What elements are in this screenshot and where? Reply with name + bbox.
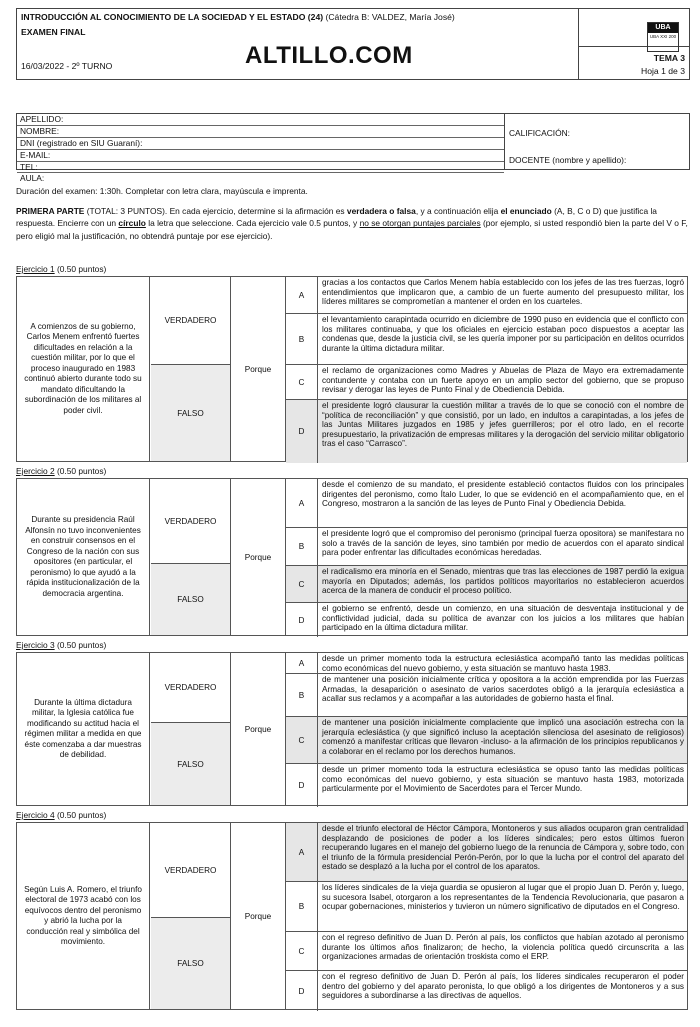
instr-text: la letra que seleccione. Cada ejercicio vale 0.5 puntos, y [145, 218, 360, 229]
option-text: el gobierno se enfrentó, desde un comienzo, en una situación de desventaja institucional y de conflictividad judicial, dada su política de avanzar con los juicios a los militares que habían participado en la última dictadura militar. [322, 604, 684, 633]
option-letter[interactable]: B [286, 528, 318, 565]
instr-text: (TOTAL: 3 PUNTOS). En cada ejercicio, determine si la afirmación es [84, 206, 347, 216]
logo-top: UBA [648, 23, 678, 33]
answer-option[interactable] [286, 566, 687, 603]
header-divider [578, 9, 579, 79]
exam-date: 16/03/2022 - 2º TURNO [21, 61, 113, 71]
answer-option[interactable] [286, 479, 687, 528]
option-text: el presidente logró que el compromiso del peronismo (principal fuerza opositora) se manifestara no solo a través de la sanción de leyes, sino también por medio de acuerdos con el aparato sindical para poder enfrentar las dificultades económicas heredadas. [322, 529, 684, 558]
option-letter[interactable]: A [286, 277, 318, 313]
exercise-name: Ejercicio 4 [16, 810, 55, 820]
option-verdadero[interactable]: VERDADERO [151, 653, 231, 723]
part-title: PRIMERA PARTE [16, 206, 85, 216]
instr-text: , y a continuación elija [415, 206, 501, 216]
instr-underline: no se otorgan puntajes parciales [359, 218, 481, 229]
answer-option[interactable] [286, 932, 687, 971]
answer-option[interactable] [286, 603, 687, 637]
exercise-title [16, 466, 106, 476]
option-text: de mantener una posición inicialmente crítica y opositora a la acción emprendida por las Fuerzas Armadas, la desaparición o asesinato de varios sacerdotes obligó a la jerarquía eclesiástica a acallar sus reclamos y a acompañar a las autoridades de gobierno hasta el final. [322, 675, 684, 704]
option-verdadero[interactable]: VERDADERO [151, 823, 231, 918]
option-text: el levantamiento carapintada ocurrido en diciembre de 1990 puso en evidencia que el conflicto con los militares continuaba, y que los oficiales en ejercicio estaban poco dispuestos a aceptar las condenas que, desde la justicia civil, se les quería imponer por su participación en delitos ocurridos durante la última dictadura militar. [322, 315, 684, 353]
porque-label: Porque [231, 823, 286, 1009]
instructions [16, 205, 688, 242]
duration-note: Duración del examen: 1:30h. Completar con letra clara, mayúscula e imprenta. [16, 186, 308, 196]
option-letter[interactable]: A [286, 653, 318, 673]
student-info-box [16, 113, 690, 184]
instr-bold: verdadera o falsa [346, 206, 416, 216]
option-text: con el regreso definitivo de Juan D. Perón al país, los líderes sindicales recuperaron el poder dentro del gobierno y del aparato peronista, lo que obligó a los dirigentes de Montoneros y a sus seguidores a subordinarse a las directivas de aquellos. [322, 972, 684, 1001]
answer-option[interactable] [286, 277, 687, 314]
porque-label: Porque [231, 277, 286, 461]
option-letter[interactable]: C [286, 932, 318, 970]
exercise-points: (0.50 puntos) [56, 810, 107, 820]
student-fields [17, 114, 504, 185]
exercise-name: Ejercicio 1 [16, 264, 55, 274]
docente-label: DOCENTE (nombre y apellido): [509, 155, 627, 165]
option-verdadero[interactable]: VERDADERO [151, 277, 231, 365]
answer-option[interactable] [286, 971, 687, 1011]
tema-label: TEMA 3 [653, 53, 685, 63]
field-apellido[interactable]: APELLIDO: [17, 114, 504, 126]
option-text: gracias a los contactos que Carlos Menem había establecido con los jefes de las tres fuerzas, logró entendimientos que implicaron que, a cambio de un fuerte aumento del presupuesto militar, los líderes militares se comprometían a mantener el orden en los cuarteles. [322, 278, 684, 307]
answer-option[interactable] [286, 365, 687, 400]
option-text: desde un primer momento toda la estructura eclesiástica acompañó tanto las medidas políticas como económicas del nuevo gobierno, y esta situación se mantuvo hasta 1983. [322, 654, 684, 673]
answer-option[interactable] [286, 882, 687, 932]
option-text: los líderes sindicales de la vieja guardia se opusieron al lugar que el propio Juan D. Perón y, luego, su sucesora Isabel, otorgaron a los representantes de la Tendencia Revolucionaria, que pasaron a ocupar gobernaciones, ministerios y tuvieron un número significativo de diputados en el Congreso. [322, 883, 684, 912]
instr-bold: el enunciado [500, 206, 552, 216]
instr-text: (A, B, C o D) que justifica la respuesta. Encierre con un [16, 206, 657, 229]
catedra: (Cátedra B: VALDEZ, María José) [325, 12, 455, 22]
option-letter[interactable]: C [286, 717, 318, 763]
option-text: desde un primer momento toda la estructura eclesiástica se opuso tanto las medidas políticas como económicas del nuevo gobierno, y esta situación se mantuvo hasta 1983, motorizada particularmente por el Movimiento de Sacerdotes para el Tercer Mundo. [322, 765, 684, 794]
exercise-table [16, 276, 688, 462]
exercise-name: Ejercicio 2 [16, 466, 55, 476]
exercise-points: (0.50 puntos) [56, 640, 107, 650]
option-falso[interactable]: FALSO [151, 564, 231, 635]
option-letter[interactable]: B [286, 674, 318, 716]
exercise-statement: Durante la última dictadura militar, la Iglesia católica fue modificando su actitud hacia el régimen militar a medida en que éste comenzaba a dar muestras de debilidad. [17, 653, 150, 805]
calificacion-label: CALIFICACIÓN: [509, 128, 570, 138]
option-text: desde el comienzo de su mandato, el presidente estableció contactos fluidos con los principales dirigentes del peronismo, como Ítalo Luder, lo que se evidenció en el acompañamiento que, en el Congreso, mostraron a la sanción de las leyes de Punto Final y Obediencia Debida. [322, 480, 684, 509]
instr-underline: círculo [118, 218, 146, 229]
course-line [21, 12, 455, 22]
exercise-points: (0.50 puntos) [56, 466, 107, 476]
course-title: INTRODUCCIÓN AL CONOCIMIENTO DE LA SOCIEDAD Y EL ESTADO (24) [21, 12, 324, 22]
option-falso[interactable]: FALSO [151, 365, 231, 461]
uba-logo [647, 22, 679, 52]
exercise-title [16, 640, 106, 650]
option-letter[interactable]: D [286, 603, 318, 637]
answer-option[interactable] [286, 653, 687, 674]
page-counter: Hoja 1 de 3 [641, 66, 685, 76]
option-letter[interactable]: C [286, 566, 318, 602]
exercise-table [16, 652, 688, 806]
field-aula[interactable]: AULA: [20, 173, 45, 184]
option-text: de mantener una posición inicialmente complaciente que implicó una asociación estrecha con la jerarquía eclesiástica (y que significó incluso la aceptación silenciosa del asesinato de religiosos) comenzó a manifestar críticas que llevaron -incluso- a la afirmación de los principios republicanos y a colaborar en el reclamo por los derechos humanos. [322, 718, 684, 756]
option-falso[interactable]: FALSO [151, 723, 231, 805]
exercise-statement: Según Luis A. Romero, el triunfo electoral de 1973 acabó con los equívocos dentro del peronismo y abrió la lucha por la conducción real y simbólica del movimiento. [17, 823, 150, 1009]
answer-option[interactable] [286, 764, 687, 807]
exercise-name: Ejercicio 3 [16, 640, 55, 650]
answer-option[interactable] [286, 823, 687, 882]
field-dni[interactable]: DNI (registrado en SIU Guaraní): [17, 138, 504, 150]
option-letter[interactable]: B [286, 882, 318, 931]
option-letter[interactable]: D [286, 971, 318, 1011]
option-text: el reclamo de organizaciones como Madres y Abuelas de Plaza de Mayo era extremadamente contundente y contaba con un fuerte apoyo en un amplio sector del gobierno, que se propuso revisar y derogar las leyes de Punto Final y de Obediencia Debida. [322, 366, 684, 395]
watermark-brand: ALTILLO.COM [245, 42, 413, 69]
answer-option[interactable] [286, 314, 687, 365]
field-tel[interactable]: TEL: [17, 162, 504, 174]
info-divider [504, 114, 505, 169]
porque-label: Porque [231, 479, 286, 635]
exam-type: EXAMEN FINAL [21, 27, 86, 37]
option-letter[interactable]: B [286, 314, 318, 364]
option-letter[interactable]: C [286, 365, 318, 399]
field-email[interactable]: E-MAIL: [17, 150, 504, 162]
option-verdadero[interactable]: VERDADERO [151, 479, 231, 564]
exercise-statement: A comienzos de su gobierno, Carlos Menem enfrentó fuertes dificultades en relación a la cuestión militar, por lo que el proceso inaugurado en 1983 continuó abierto durante todo su mandato dificultando la subordinación de los militares al poder civil. [17, 277, 150, 461]
answer-option[interactable] [286, 717, 687, 764]
option-letter[interactable]: A [286, 479, 318, 527]
exercise-table [16, 822, 688, 1010]
option-letter[interactable]: D [286, 400, 318, 463]
logo-bottom: UBA XXI 200 [649, 34, 677, 39]
option-text: el presidente logró clausurar la cuestión militar a través de lo que se conoció con el nombre de “política de reconciliación” y que consistió, por un lado, en indultos a carapintadas, a los jefes de las Juntas Militares juzgados en 1985 y jefes guerrilleros; por el otro lado, en el recorte presupuestario, la privatización de empresas militares y la derogación del servicio militar obligatorio tras el caso “Carrasco”. [322, 401, 684, 449]
option-text: con el regreso definitivo de Juan D. Perón al país, los conflictos que habían azotado al peronismo durante los últimos años finalizaron; de hecho, la violencia política quedó circunscrita a las organizaciones armadas de orientación troskista como el ERP. [322, 933, 684, 962]
answer-option[interactable] [286, 674, 687, 717]
instr-text: (por ejemplo, si usted respondió bien la parte del V o F, pero eligió mal la justificación, no obtendrá puntaje por ese ejercicio). [16, 218, 688, 241]
answer-option[interactable] [286, 400, 687, 463]
exercise-statement: Durante su presidencia Raúl Alfonsín no tuvo inconvenientes en construir consensos en el Congreso de la nación con sus opositores (en particular, el peronismo) lo que ayudó a la rápida institucionalización de la democracia argentina. [17, 479, 150, 635]
exercise-table [16, 478, 688, 636]
option-letter[interactable]: D [286, 764, 318, 807]
answer-option[interactable] [286, 528, 687, 566]
option-text: el radicalismo era minoría en el Senado, mientras que tras las elecciones de 1987 perdió la exigua mayoría en Diputados; además, los partidos políticos mayoritarios no establecieron acuerdos acerca de la manera de conducir el proceso político. [322, 567, 684, 596]
exercise-title [16, 264, 106, 274]
porque-label: Porque [231, 653, 286, 805]
option-falso[interactable]: FALSO [151, 918, 231, 1009]
exercise-title [16, 810, 106, 820]
option-text: desde el triunfo electoral de Héctor Cámpora, Montoneros y sus aliados ocuparon gran centralidad desplazando de posiciones de poder a los líderes sindicales; pero estos últimos fueron recuperando lugares en el manejo del gobierno luego de la renuncia de Cámpora y, sobre todo, con el triunfo de la fórmula presidencial Perón-Perón, por lo que la lucha por el control del aparato del estado se desplazó a la lucha por el control de los aparatos. [322, 824, 684, 872]
exercise-points: (0.50 puntos) [56, 264, 107, 274]
field-nombre[interactable]: NOMBRE: [17, 126, 504, 138]
option-letter[interactable]: A [286, 823, 318, 881]
